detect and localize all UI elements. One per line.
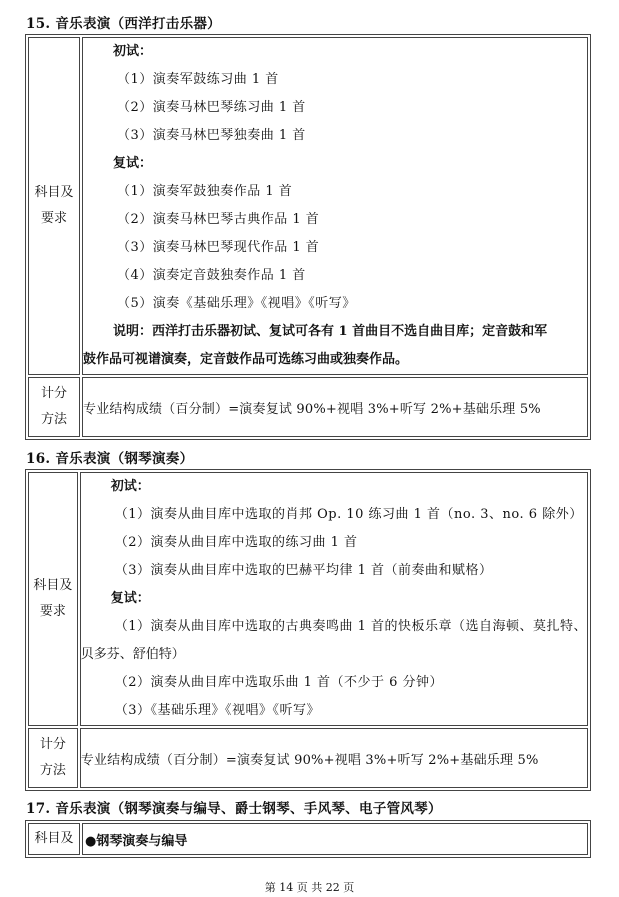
- retest-heading: 复试：: [110, 591, 150, 606]
- page-footer: 第 14 页 共 22 页: [264, 881, 355, 894]
- section-15-title: 15. 音乐表演（西洋打击乐器）: [26, 16, 221, 32]
- scoring-label: 计分 方法: [28, 728, 78, 788]
- prelim-item: （2）演奏从曲目库中选取的练习曲 1 首: [114, 535, 358, 550]
- retest-item-continued: 贝多芬、舒伯特）: [80, 647, 185, 662]
- requirements-content: [80, 472, 588, 726]
- prelim-item: （3）演奏从曲目库中选取的巴赫平均律 1 首（前奏曲和赋格）: [114, 563, 493, 578]
- prelim-item: （3）演奏马林巴琴独奏曲 1 首: [117, 128, 306, 143]
- retest-item: （4）演奏定音鼓独奏作品 1 首: [117, 268, 306, 283]
- retest-item: （5）演奏《基础乐理》《视唱》《听写》: [117, 296, 356, 311]
- section-15-table: [25, 34, 591, 440]
- requirements-label: 科目及 要求: [28, 472, 78, 726]
- prelim-item: （1）演奏军鼓练习曲 1 首: [117, 72, 279, 87]
- retest-item: （3）演奏马林巴琴现代作品 1 首: [117, 240, 320, 255]
- requirements-content: [82, 37, 588, 375]
- prelim-item: （2）演奏马林巴琴练习曲 1 首: [117, 100, 306, 115]
- retest-item: （3）《基础乐理》《视唱》《听写》: [114, 703, 320, 718]
- section-17-table: [25, 820, 591, 858]
- section-16-table: [25, 469, 591, 791]
- retest-heading: 复试：: [113, 156, 153, 171]
- prelim-heading: 初试：: [110, 479, 150, 494]
- retest-item: （1）演奏军鼓独奏作品 1 首: [117, 184, 293, 199]
- scoring-content: 专业结构成绩（百分制）=演奏复试 90%+视唱 3%+听写 2%+基础乐理 5%: [80, 728, 588, 788]
- prelim-item: （1）演奏从曲目库中选取的肖邦 Op. 10 练习曲 1 首（no. 3、no. 6 除外）: [114, 507, 583, 522]
- retest-item: （2）演奏从曲目库中选取乐曲 1 首（不少于 6 分钟）: [114, 675, 444, 690]
- scoring-content: 专业结构成绩（百分制）=演奏复试 90%+视唱 3%+听写 2%+基础乐理 5%: [82, 377, 588, 437]
- prelim-heading: 初试：: [113, 44, 153, 59]
- section-16-title: 16. 音乐表演（钢琴演奏）: [26, 451, 194, 467]
- bullet-item: ●钢琴演奏与编导: [82, 823, 588, 855]
- retest-item: （1）演奏从曲目库中选取的古典奏鸣曲 1 首的快板乐章（选自海顿、莫扎特、: [114, 619, 587, 634]
- requirements-label: 科目及: [28, 823, 80, 855]
- retest-item: （2）演奏马林巴琴古典作品 1 首: [117, 212, 320, 227]
- section-17-title: 17. 音乐表演（钢琴演奏与编导、爵士钢琴、手风琴、电子管风琴）: [26, 801, 442, 817]
- requirements-label: 科目及 要求: [28, 37, 80, 375]
- note: 说明：西洋打击乐器初试、复试可各有 1 首曲目不选自曲目库；定音鼓和军 鼓作品可视谱演奏，定音鼓作品可选练习曲或独奏作品。: [83, 324, 548, 367]
- scoring-label: 计分 方法: [28, 377, 80, 437]
